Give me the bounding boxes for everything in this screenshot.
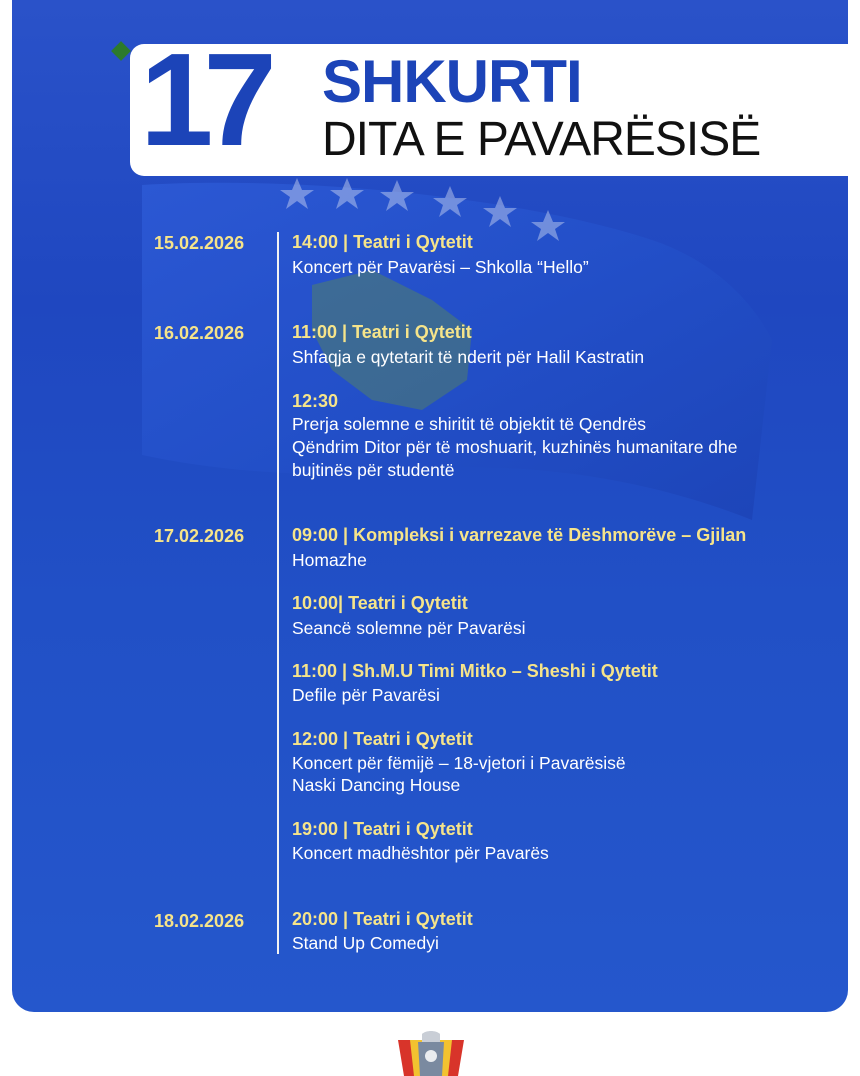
event-heading: 11:00 | Sh.M.U Timi Mitko – Sheshi i Qytetit <box>292 661 658 681</box>
event-heading: 12:00 | Teatri i Qytetit <box>292 729 473 749</box>
event-description: Defile për Pavarësi <box>292 685 440 705</box>
event-description: bujtinës për studentë <box>292 460 455 480</box>
date-label: 16.02.2026 <box>154 323 245 343</box>
header-title-subtitle: DITA E PAVARËSISË <box>322 113 761 166</box>
event-description: Shfaqja e qytetarit të nderit për Halil Kastratin <box>292 347 645 367</box>
event-description: Qëndrim Ditor për të moshuarit, kuzhinës humanitare dhe <box>292 437 738 457</box>
event-heading: 11:00 | Teatri i Qytetit <box>292 322 472 342</box>
municipality-emblem-icon <box>396 1030 466 1076</box>
timeline-line <box>277 232 279 954</box>
event-description: Koncert për fëmijë – 18-vjetori i Pavarësisë <box>292 753 626 773</box>
event-heading: 10:00| Teatri i Qytetit <box>292 593 468 613</box>
event-heading: 19:00 | Teatri i Qytetit <box>292 819 473 839</box>
event-heading: 12:30 <box>292 391 339 411</box>
event-description: Koncert për Pavarësi – Shkolla “Hello” <box>292 257 589 277</box>
event-description: Naski Dancing House <box>292 775 461 795</box>
date-label: 18.02.2026 <box>154 911 245 931</box>
event-description: Homazhe <box>292 550 367 570</box>
date-label: 15.02.2026 <box>154 233 245 253</box>
event-description: Seancë solemne për Pavarësi <box>292 618 526 638</box>
date-label: 17.02.2026 <box>154 526 245 546</box>
event-description: Prerja solemne e shiritit të objektit të Qendrës <box>292 414 647 434</box>
event-heading: 14:00 | Teatri i Qytetit <box>292 232 473 252</box>
event-heading: 20:00 | Teatri i Qytetit <box>292 909 473 929</box>
event-heading: 09:00 | Kompleksi i varrezave të Dëshmorëve – Gjilan <box>292 525 747 545</box>
event-description: Koncert madhështor për Pavarës <box>292 843 549 863</box>
event-description: Stand Up Comedyi <box>292 933 439 953</box>
header-day-number: 17 <box>140 26 267 173</box>
header-title-month: SHKURTI <box>322 48 582 115</box>
